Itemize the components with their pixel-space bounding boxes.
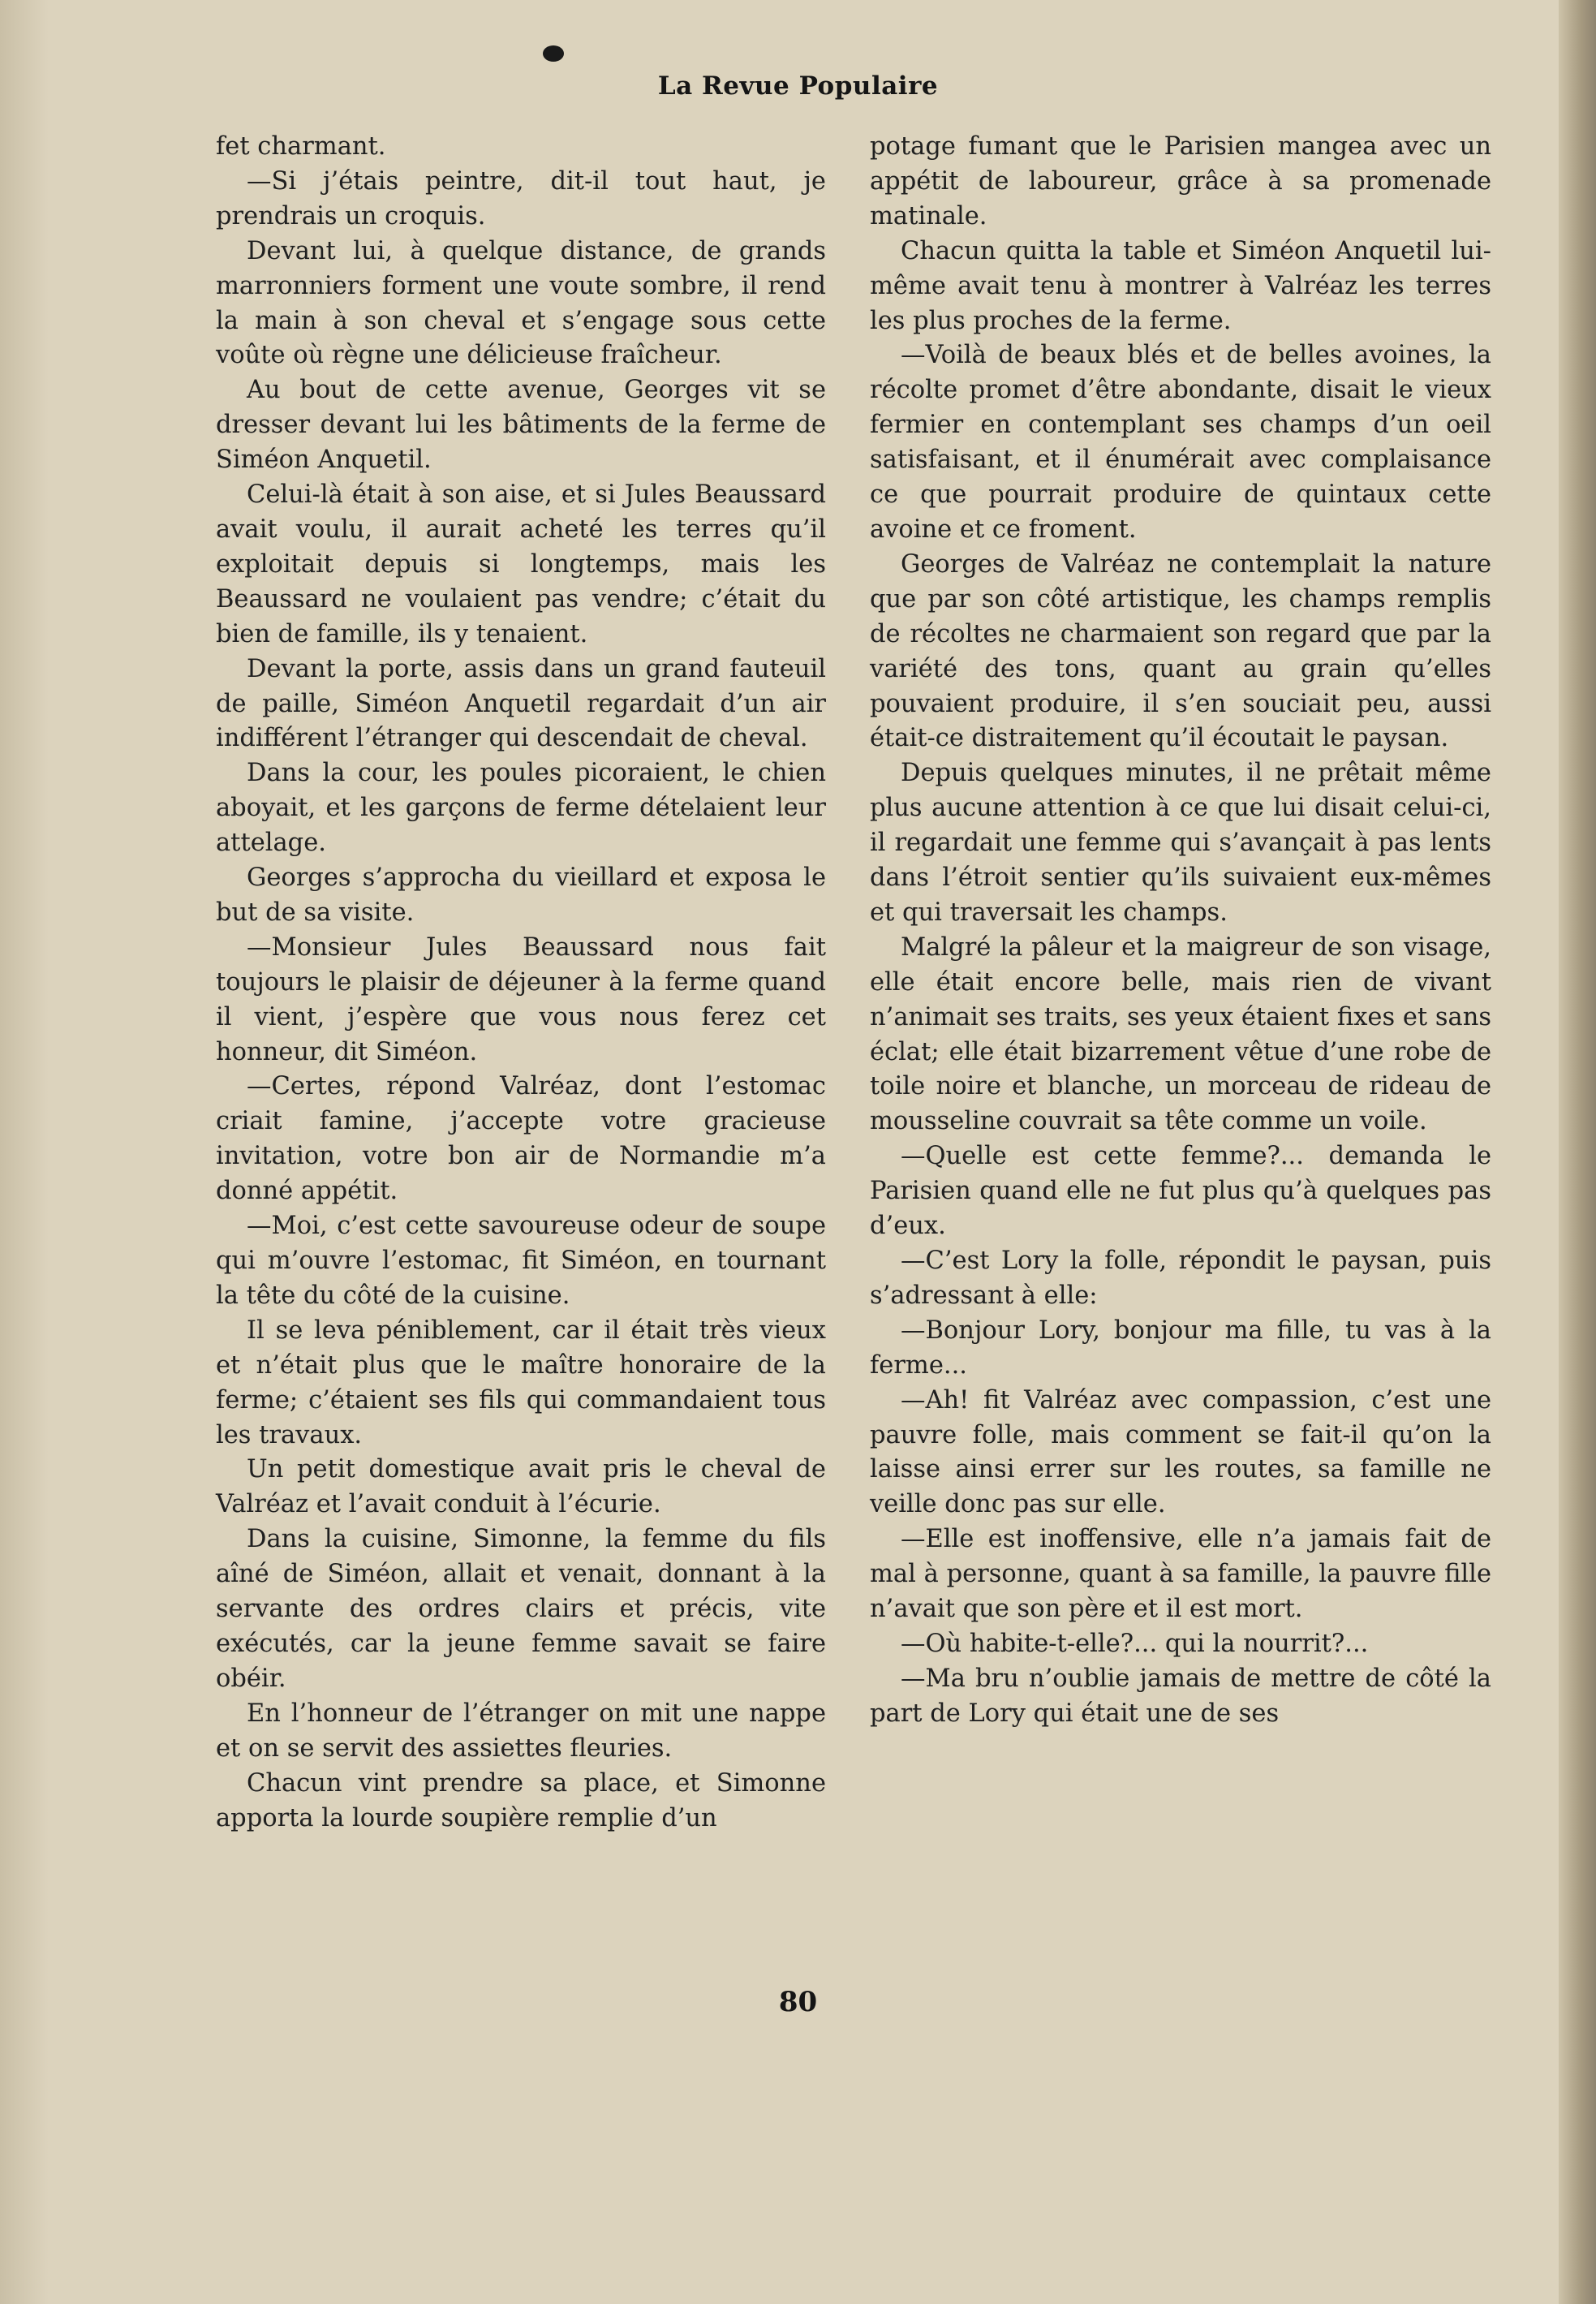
page-binding-shadow bbox=[0, 0, 49, 2304]
paragraph: —Monsieur Jules Beaussard nous fait toujours le plaisir de déjeuner à la ferme quand il vient, j’espère que vous nous ferez cet honneur, dit Siméon. bbox=[216, 932, 826, 1066]
right-text-column bbox=[870, 130, 1491, 1732]
paragraph: —Ma bru n’oublie jamais de mettre de côté la part de Lory qui était une de ses bbox=[870, 1664, 1491, 1728]
header-ornament bbox=[543, 45, 564, 62]
left-text-column bbox=[216, 130, 826, 1836]
running-header: La Revue Populaire bbox=[657, 71, 939, 101]
paragraph: Chacun quitta la table et Siméon Anquetil lui-même avait tenu à montrer à Valréaz les terres les plus proches de la ferme. bbox=[870, 236, 1491, 335]
paragraph: Devant la porte, assis dans un grand fauteuil de paille, Siméon Anquetil regardait d’un air indifférent l’étranger qui descendait de cheval. bbox=[216, 654, 826, 753]
paragraph: fet charmant. bbox=[216, 132, 386, 161]
paragraph: Devant lui, à quelque distance, de grands marronniers forment une voute sombre, il rend la main à son cheval et s’engage sous cette voûte où règne une délicieuse fraîcheur. bbox=[216, 236, 826, 370]
page-edge bbox=[1559, 0, 1596, 2304]
paragraph: —C’est Lory la folle, répondit le paysan, puis s’adressant à elle: bbox=[870, 1247, 1491, 1310]
paragraph: Georges de Valréaz ne contemplait la nature que par son côté artistique, les champs remplis de récoltes ne charmaient son regard que par la variété des tons, quant au grain qu’elles pouvaient produire, il s’en souciait peu, aussi était-ce distraitement qu’il écoutait le paysan. bbox=[870, 549, 1491, 753]
paragraph: potage fumant que le Parisien mangea avec un appétit de laboureur, grâce à sa promenade matinale. bbox=[870, 132, 1491, 230]
paragraph: Un petit domestique avait pris le cheval de Valréaz et l’avait conduit à l’écurie. bbox=[216, 1455, 826, 1519]
paragraph: Au bout de cette avenue, Georges vit se dresser devant lui les bâtiments de la ferme de Siméon Anquetil. bbox=[216, 376, 826, 475]
paragraph: —Elle est inoffensive, elle n’a jamais fait de mal à personne, quant à sa famille, la pauvre fille n’avait que son père et il est mort. bbox=[870, 1525, 1491, 1624]
paragraph: —Où habite-t-elle?... qui la nourrit?... bbox=[901, 1629, 1369, 1658]
paragraph: —Si j’étais peintre, dit-il tout haut, je prendrais un croquis. bbox=[216, 166, 826, 230]
paragraph: —Bonjour Lory, bonjour ma fille, tu vas à la ferme... bbox=[870, 1316, 1491, 1380]
paragraph: —Ah! fit Valréaz avec compassion, c’est une pauvre folle, mais comment se fait-il qu’on la laisse ainsi errer sur les routes, sa famille ne veille donc pas sur elle. bbox=[870, 1385, 1491, 1519]
paragraph: —Moi, c’est cette savoureuse odeur de soupe qui m’ouvre l’estomac, fit Siméon, en tournant la tête du côté de la cuisine. bbox=[216, 1212, 826, 1310]
paragraph: En l’honneur de l’étranger on mit une nappe et on se servit des assiettes fleuries. bbox=[216, 1699, 826, 1763]
paragraph: Celui-là était à son aise, et si Jules Beaussard avait voulu, il aurait acheté les terres qu’il exploitait depuis si longtemps, mais les Beaussard ne voulaient pas vendre; c’était du bien de famille, ils y tenaient. bbox=[216, 480, 826, 648]
paragraph: Depuis quelques minutes, il ne prêtait même plus aucune attention à ce que lui disait celui-ci, il regardait une femme qui s’avançait à pas lents dans l’étroit sentier qu’ils suivaient eux-mêmes et qui traversait les champs. bbox=[870, 759, 1491, 927]
paragraph: Malgré la pâleur et la maigreur de son visage, elle était encore belle, mais rien de vivant n’animait ses traits, ses yeux étaient fixes et sans éclat; elle était bizarrement vêtue d’une robe de toile noire et blanche, un morceau de rideau de mousseline couvrait sa tête comme un voile. bbox=[870, 932, 1491, 1136]
paragraph: Dans la cuisine, Simonne, la femme du fils aîné de Siméon, allait et venait, donnant à la servante des ordres clairs et précis, vite exécutés, car la jeune femme savait se faire obéir. bbox=[216, 1525, 826, 1693]
paragraph: Georges s’approcha du vieillard et exposa le but de sa visite. bbox=[216, 863, 826, 927]
paragraph: Chacun vint prendre sa place, et Simonne apporta la lourde soupière remplie d’un bbox=[216, 1768, 826, 1832]
paragraph: —Quelle est cette femme?... demanda le Parisien quand elle ne fut plus qu’à quelques pas d’eux. bbox=[870, 1142, 1491, 1241]
paragraph: —Certes, répond Valréaz, dont l’estomac criait famine, j’accepte votre gracieuse invitation, votre bon air de Normandie m’a donné appétit. bbox=[216, 1072, 826, 1206]
paragraph: Dans la cour, les poules picoraient, le chien aboyait, et les garçons de ferme dételaient leur attelage. bbox=[216, 759, 826, 858]
paragraph: —Voilà de beaux blés et de belles avoines, la récolte promet d’être abondante, disait le vieux fermier en contemplant ses champs d’un oeil satisfaisant, et il énumérait avec complaisance ce que pourrait produire de quintaux cette avoine et ce froment. bbox=[870, 341, 1491, 544]
page-number: 80 bbox=[778, 1986, 818, 2018]
paragraph: Il se leva péniblement, car il était très vieux et n’était plus que le maître honoraire de la ferme; c’étaient ses fils qui commandaient tous les travaux. bbox=[216, 1316, 826, 1449]
